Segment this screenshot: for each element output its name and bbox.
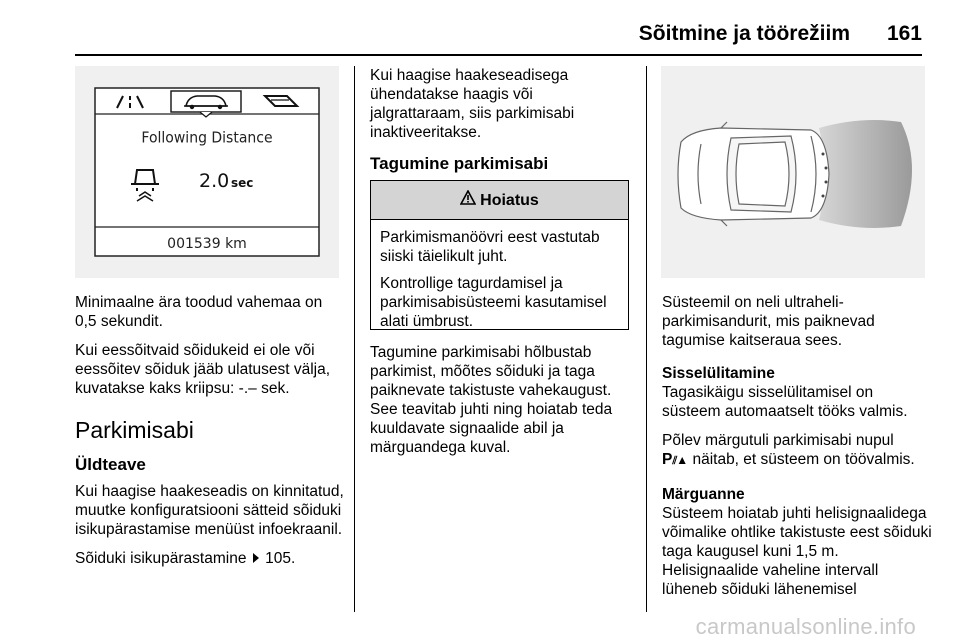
indicator-paragraph xyxy=(662,431,932,471)
rear-parking-heading: Tagumine parkimisabi xyxy=(370,154,549,173)
column-2-text xyxy=(370,66,632,173)
warning-header xyxy=(371,181,628,220)
indicator-text: Põlev märgutuli parkimisabi nupul xyxy=(662,432,894,449)
car-illustration xyxy=(661,66,925,278)
rear-parking-paragraph: Tagumine parkimisabi hõlbustab parkimist, mõõtes sõiduki ja taga paiknevate takistuste vahekaugust. See teavitab juhti ning hoiatab teda kuuldavate signaalide abil ja märguandega kuval. xyxy=(370,344,613,456)
activation-heading: Sisselülitamine xyxy=(662,365,775,382)
column-divider-right xyxy=(646,66,647,612)
warning-title: Hoiatus xyxy=(480,191,539,209)
signal-heading: Märguanne xyxy=(662,486,745,503)
header-rule xyxy=(75,54,922,56)
sensor-detection-zone xyxy=(819,120,912,228)
display-menu-title: Following Distance xyxy=(141,130,273,147)
personalisation-reference xyxy=(75,549,347,568)
page-number: 161 xyxy=(886,22,922,45)
warning-text-1: Parkimismanöövri eest vastutab siiski täielikult juht. xyxy=(380,229,600,265)
column-1-text xyxy=(75,293,347,578)
car-sensor-figure xyxy=(661,66,925,278)
general-info-heading: Üldteave xyxy=(75,455,146,474)
min-distance-paragraph: Minimaalne ära toodud vahemaa on 0,5 sekundit. xyxy=(75,294,323,330)
warning-box xyxy=(370,180,629,330)
car-top-view xyxy=(678,122,829,226)
no-vehicle-paragraph: Kui eessõitvaid sõidukeid ei ole või eessõitev sõiduk jääb ulatusest välja, kuvatakse kaks kriipsu: -.– sek. xyxy=(75,342,331,397)
column-divider-left xyxy=(354,66,355,612)
activation-paragraph: Tagasikäigu sisselülitamisel on süsteem automaatselt tööks valmis. xyxy=(662,384,908,420)
rear-parking-description xyxy=(370,343,632,467)
indicator-text-after: näitab, et süsteem on töövalmis. xyxy=(692,451,915,468)
gap-unit: sec xyxy=(231,176,254,190)
column-3-text xyxy=(662,293,932,609)
dashboard-display-figure xyxy=(75,66,339,278)
personalisation-text: Sõiduki isikupärastamine xyxy=(75,550,247,567)
trailer-paragraph: Kui haagise haakeseadisega ühendatakse haagis või jalgrattaraam, siis parkimisabi inaktiveeritakse. xyxy=(370,67,575,141)
watermark: carmanualsonline.info xyxy=(695,614,916,639)
warning-text-2: Kontrollige tagurdamisel ja parkimisabisüsteemi kasutamisel alati ümbrust. xyxy=(380,275,607,330)
display-illustration xyxy=(75,66,339,278)
parking-assist-button-icon: P⫽▲ xyxy=(662,451,689,468)
page-reference-icon xyxy=(253,553,259,563)
towbar-paragraph: Kui haagise haakeseadis on kinnitatud, muutke konfiguratsiooni sätteid sõiduki isikupärastamise menüüst infoekraanil. xyxy=(75,483,344,538)
warning-triangle-icon xyxy=(460,190,476,210)
gap-value: 2.0 xyxy=(199,170,230,192)
sensors-paragraph: Süsteemil on neli ultraheli-parkimisandurit, mis paiknevad tagumise kaitseraua sees. xyxy=(662,294,875,349)
signal-paragraph: Süsteem hoiatab juhti helisignaalidega võimalike ohtlike takistuste eest sõiduki taga kaugusel kuni 1,5 m. Helisignaalide vaheline intervall lüheneb sõiduki lähenemisel xyxy=(662,505,932,598)
page-header-title: Sõitmine ja töörežiim xyxy=(638,22,850,45)
personalisation-page-ref[interactable]: 105. xyxy=(265,550,296,567)
odometer-reading: 001539 km xyxy=(167,236,247,252)
parking-assist-heading: Parkimisabi xyxy=(75,417,194,443)
